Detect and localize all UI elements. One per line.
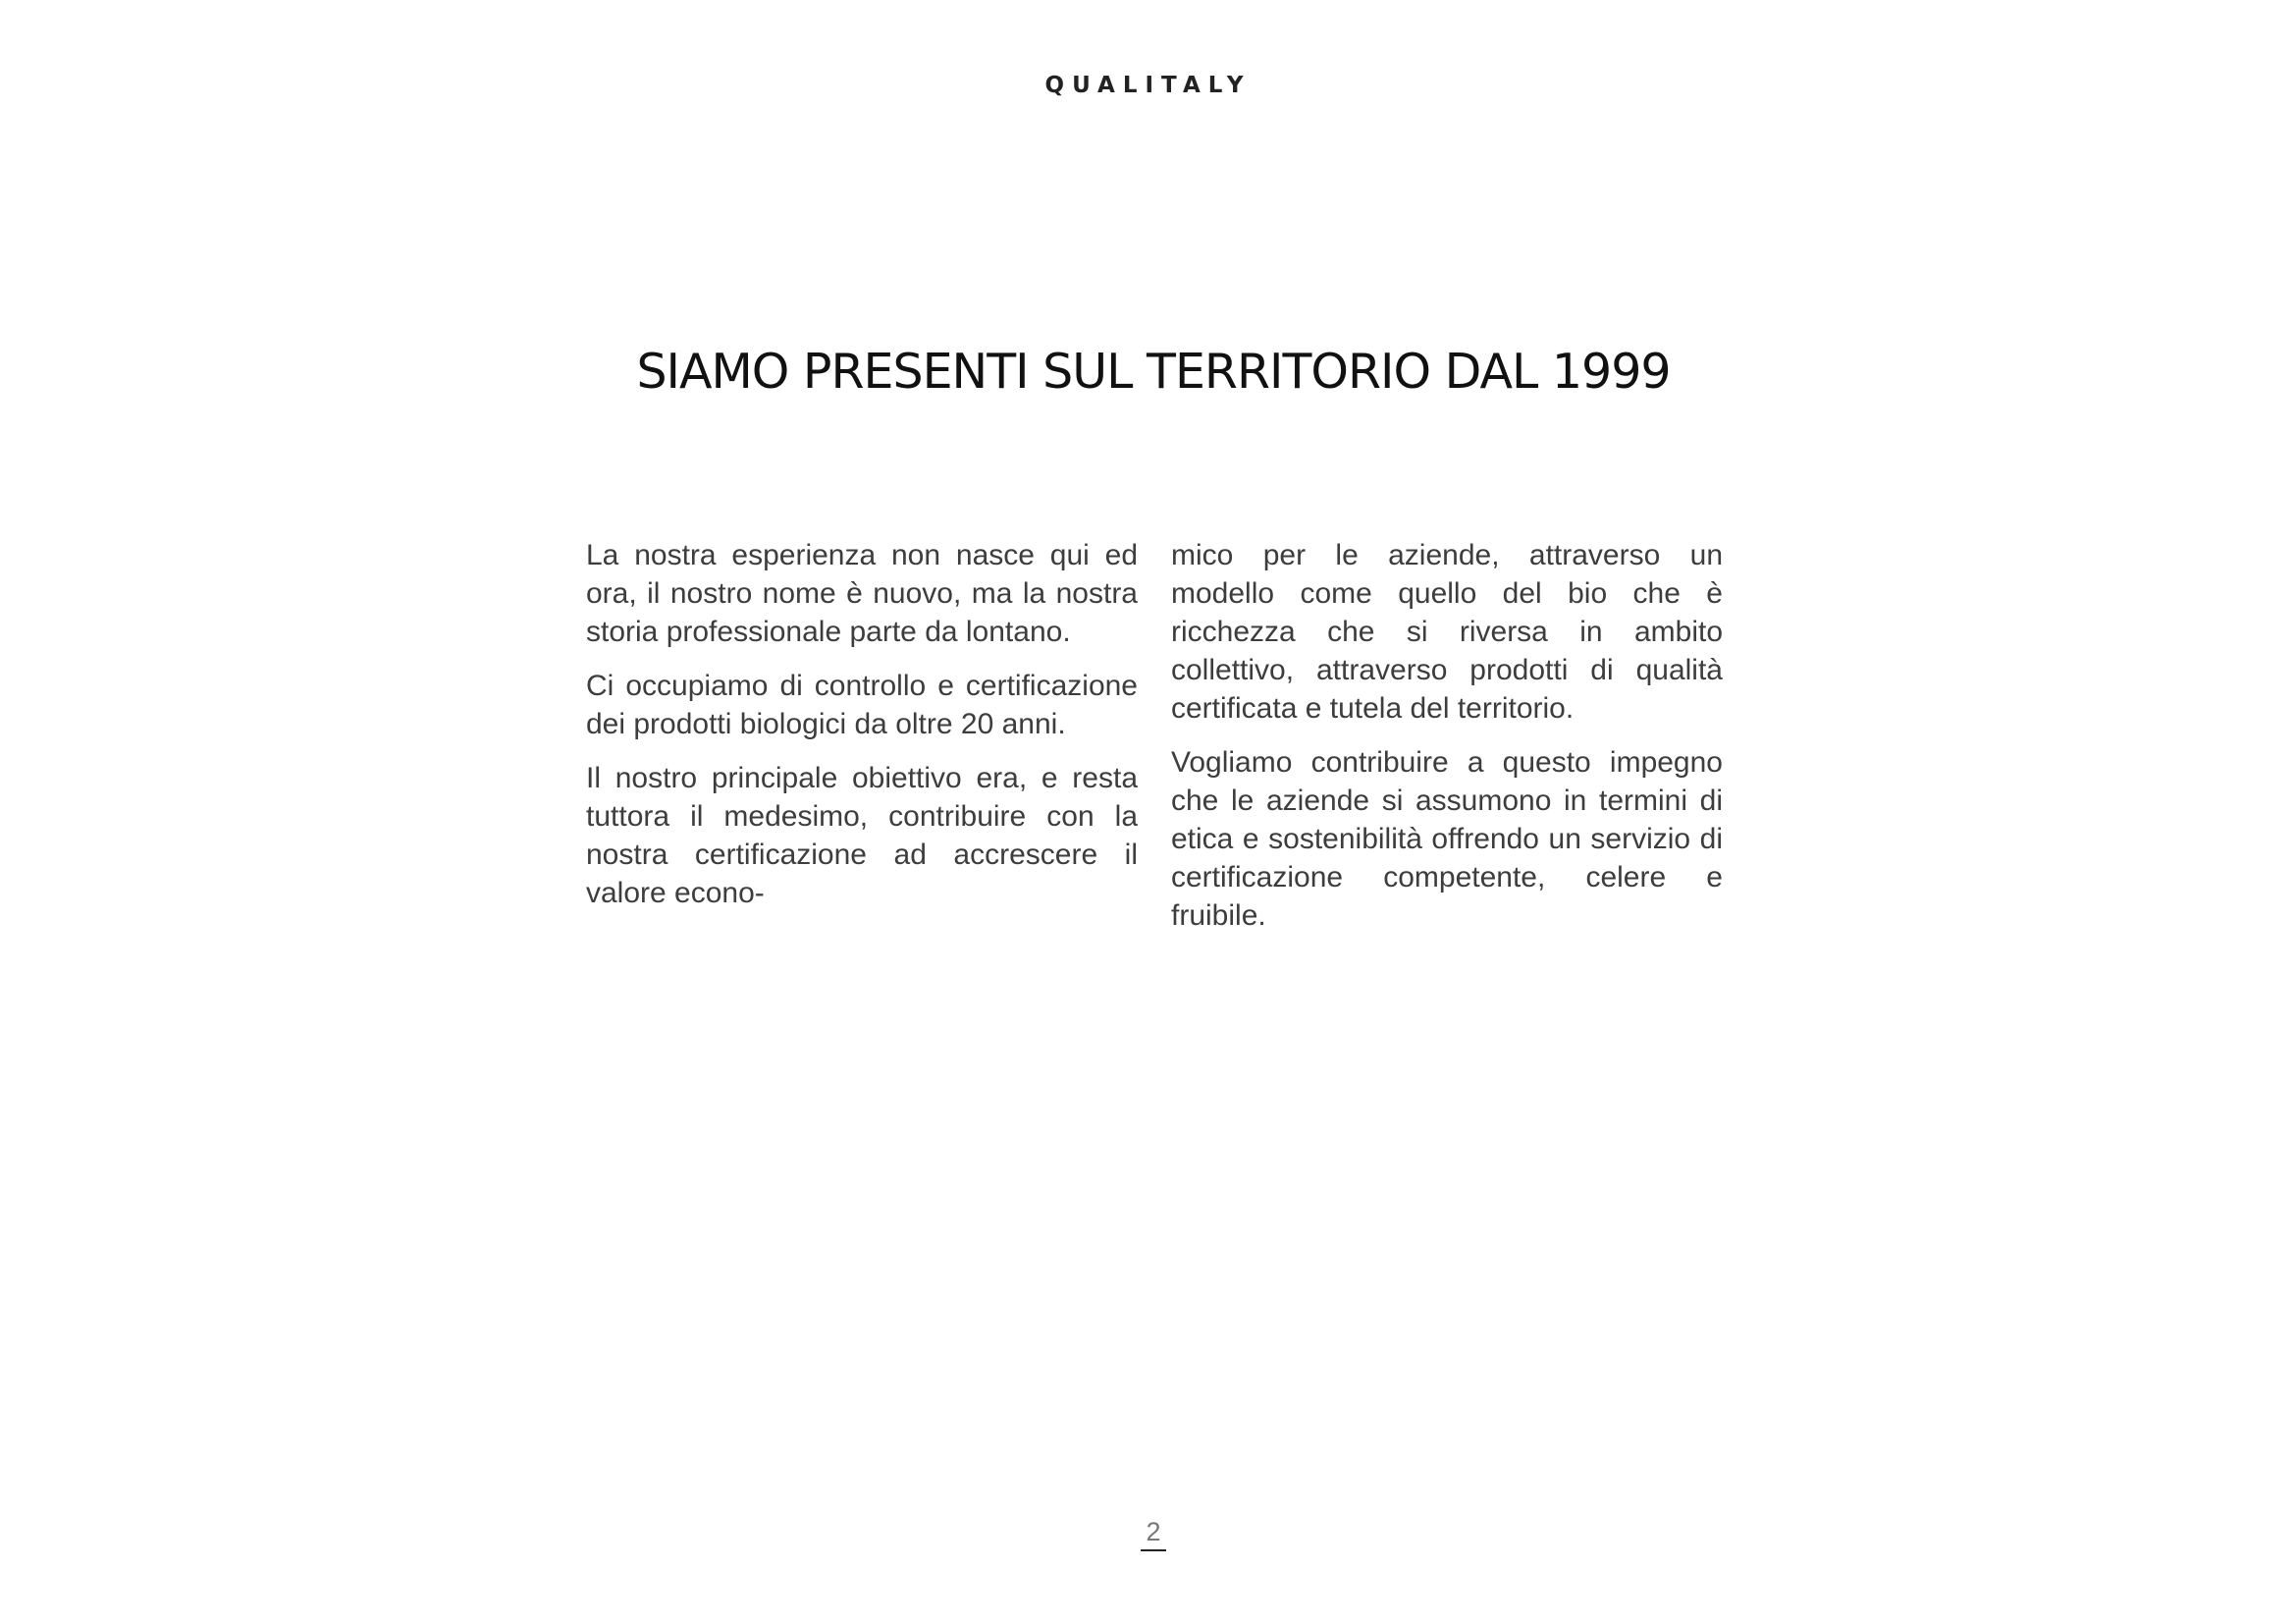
paragraph: mico per le aziende, attraverso un modello come quello del bio che è ricchezza che si riversa in ambito collettivo, attraverso prodotti di qualità certificata e tutela del territorio. <box>1171 539 1723 725</box>
paragraph: La nostra esperienza non nasce qui ed ora, il nostro nome è nuovo, ma la nostra storia professionale parte da lontano. <box>586 539 1138 648</box>
brand-header: QUALITALY <box>1044 73 1252 98</box>
column-right <box>1171 536 1723 950</box>
paragraph: Vogliamo contribuire a questo impegno che le aziende si assumono in termini di etica e sostenibilità offrendo un servizio di certificazione competente, celere e fruibile. <box>1171 746 1723 932</box>
text-columns <box>586 536 1723 950</box>
page-number: 2 <box>1141 1517 1166 1551</box>
column-left <box>586 536 1138 950</box>
page-title: SIAMO PRESENTI SUL TERRITORIO DAL 1999 <box>636 344 1671 400</box>
paragraph: Il nostro principale obiettivo era, e resta tuttora il medesimo, contribuire con la nostra certificazione ad accrescere il valore econo- <box>586 762 1138 909</box>
paragraph: Ci occupiamo di controllo e certificazione dei prodotti biologici da oltre 20 anni. <box>586 670 1138 740</box>
